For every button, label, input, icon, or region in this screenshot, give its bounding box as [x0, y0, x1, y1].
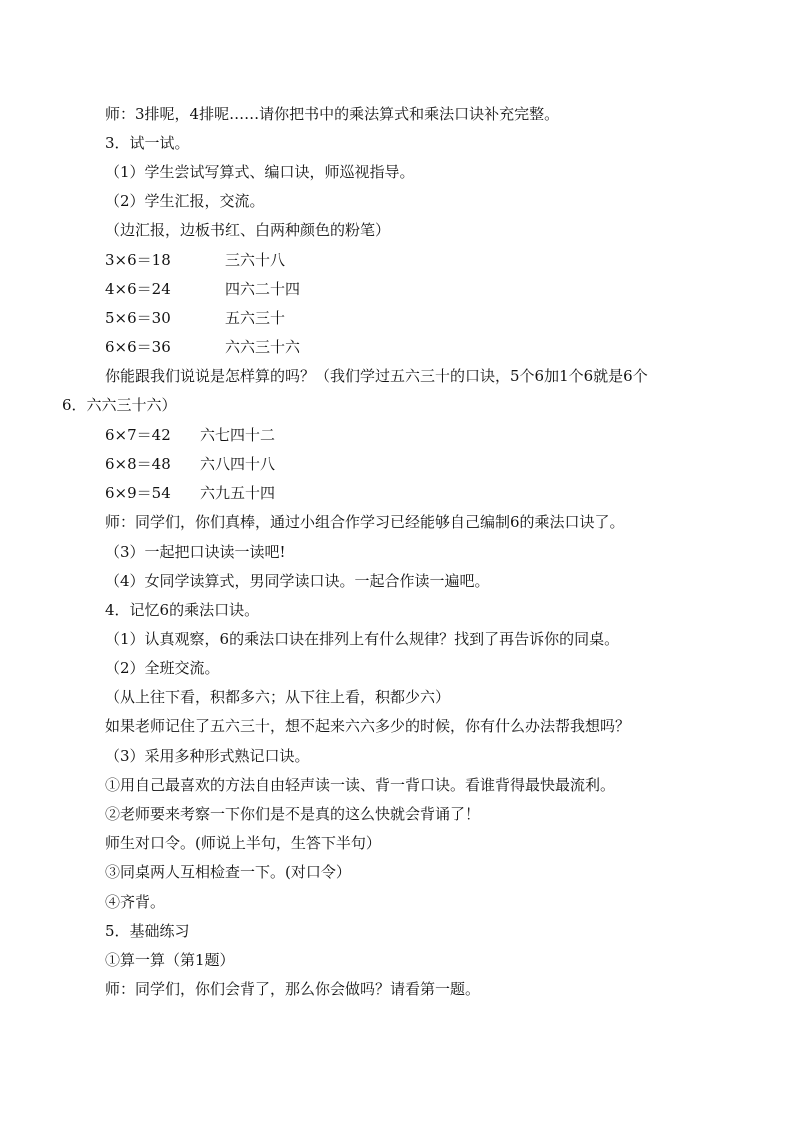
- equation: 5×6＝30: [105, 309, 171, 327]
- rhyme: 四六二十四: [225, 280, 301, 298]
- paragraph: 师生对口令。(师说上半句，生答下半句）: [105, 834, 381, 852]
- paragraph: 你能跟我们说说是怎样算的吗？（我们学过五六三十的口诀，5个6加1个6就是6个: [105, 367, 648, 385]
- equation: 6×9＝54: [105, 484, 171, 502]
- paragraph: ④齐背。: [105, 893, 166, 911]
- equation: 6×8＝48: [105, 455, 171, 473]
- section-heading: 3．试一试。: [105, 134, 190, 152]
- paragraph: （1）学生尝试写算式、编口诀，师巡视指导。: [105, 163, 415, 181]
- equation: 3×6＝18: [105, 251, 171, 269]
- paragraph: 如果老师记住了五六三十，想不起来六六多少的时候，你有什么办法帮我想吗？: [105, 717, 631, 735]
- paragraph: ③同桌两人互相检查一下。(对口令）: [105, 863, 351, 881]
- paragraph: （1）认真观察，6的乘法口诀在排列上有什么规律？找到了再告诉你的同桌。: [105, 630, 620, 648]
- paragraph: 师：3排呢，4排呢……请你把书中的乘法算式和乘法口诀补充完整。: [105, 105, 560, 123]
- paragraph: ①用自己最喜欢的方法自由轻声读一读、背一背口诀。看谁背得最快最流利。: [105, 776, 616, 794]
- rhyme: 五六三十: [225, 309, 286, 327]
- rhyme: 三六十八: [225, 251, 286, 269]
- paragraph: 师：同学们，你们真棒，通过小组合作学习已经能够自己编制6的乘法口诀了。: [105, 513, 625, 531]
- equation: 4×6＝24: [105, 280, 171, 298]
- rhyme: 六七四十二: [200, 426, 276, 444]
- paragraph: 师：同学们，你们会背了，那么你会做吗？请看第一题。: [105, 980, 481, 998]
- paragraph: （2）学生汇报，交流。: [105, 192, 265, 210]
- paragraph: （3）一起把口诀读一读吧!: [105, 543, 286, 561]
- equation: 6×7＝42: [105, 426, 171, 444]
- paragraph: （4）女同学读算式，男同学读口诀。一起合作读一遍吧。: [105, 572, 490, 590]
- rhyme: 六九五十四: [200, 484, 276, 502]
- paragraph-continuation: 6．六六三十六）: [62, 396, 177, 414]
- paragraph: （边汇报，边板书红、白两种颜色的粉笔）: [105, 221, 391, 239]
- section-heading: 5．基础练习: [105, 922, 190, 940]
- section-heading: 4．记忆6的乘法口诀。: [105, 601, 260, 619]
- rhyme: 六六三十六: [225, 338, 301, 356]
- paragraph: （3）采用多种形式熟记口诀。: [105, 747, 310, 765]
- paragraph: ②老师要来考察一下你们是不是真的这么快就会背诵了！: [105, 805, 481, 823]
- rhyme: 六八四十八: [200, 455, 276, 473]
- paragraph: （2）全班交流。: [105, 659, 220, 677]
- paragraph: （从上往下看，积都多六；从下往上看，积都少六）: [105, 688, 451, 706]
- equation: 6×6＝36: [105, 338, 171, 356]
- paragraph: ①算一算（第1题）: [105, 951, 235, 969]
